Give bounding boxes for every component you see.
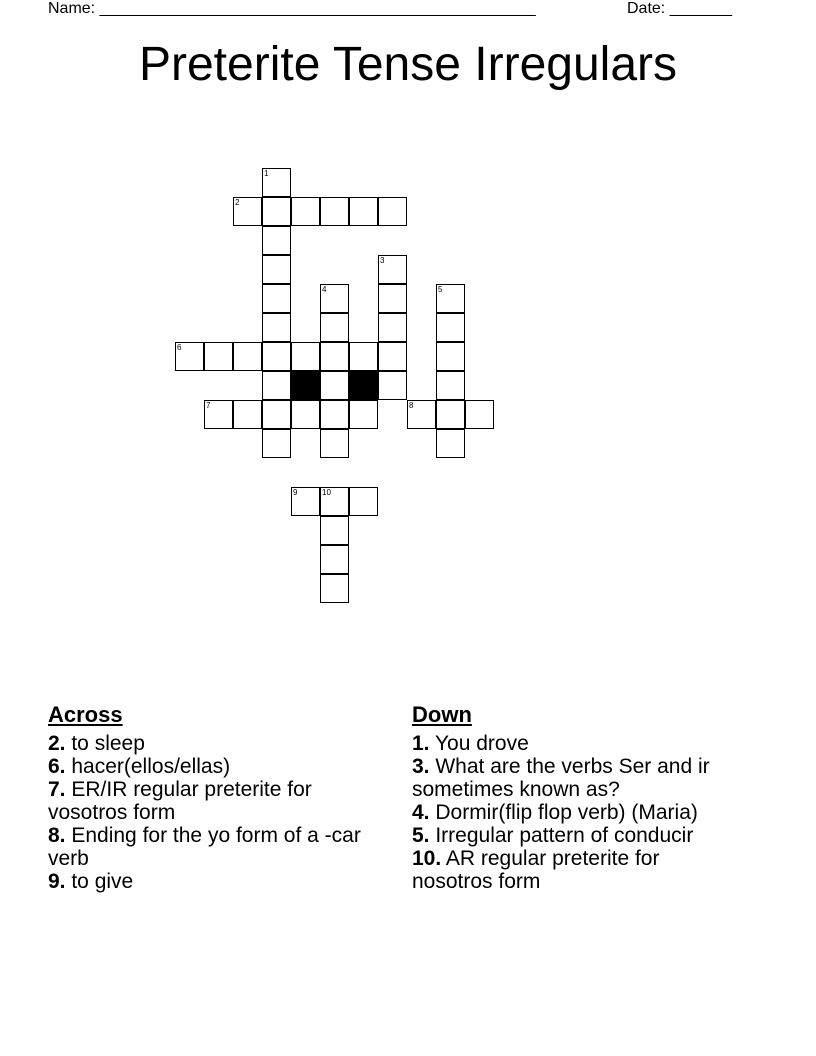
grid-cell[interactable] [262, 313, 291, 342]
grid-cell[interactable] [320, 429, 349, 458]
clue-number: 9. [48, 870, 66, 893]
grid-cell[interactable] [262, 342, 291, 371]
clue-text: to sleep [65, 732, 145, 755]
clue-number-label: 1 [264, 169, 269, 178]
clue-text: ER/IR regular preterite for vosotros form [48, 778, 312, 824]
clue-number-label: 10 [322, 488, 331, 497]
grid-cell[interactable] [320, 284, 349, 313]
clue-number: 10. [412, 847, 442, 870]
clue-number-label: 6 [177, 343, 182, 352]
page-title: Preterite Tense Irregulars [138, 38, 678, 91]
clue-down-10 [412, 847, 742, 893]
grid-cell[interactable] [262, 429, 291, 458]
grid-cell[interactable] [349, 197, 378, 226]
grid-cell[interactable] [349, 342, 378, 371]
down-heading: Down [412, 702, 472, 727]
grid-cell[interactable] [320, 487, 349, 516]
clue-number-label: 5 [438, 285, 443, 294]
clue-number: 7. [48, 778, 66, 801]
grid-cell[interactable] [291, 342, 320, 371]
clue-number-label: 4 [322, 285, 327, 294]
clue-number: 1. [412, 732, 430, 755]
grid-cell[interactable] [378, 284, 407, 313]
grid-cell[interactable] [262, 284, 291, 313]
grid-cell[interactable] [204, 342, 233, 371]
grid-cell[interactable] [233, 197, 262, 226]
clue-text: What are the verbs Ser and ir sometimes known as? [412, 755, 710, 801]
black-cell [291, 371, 320, 400]
grid-cell[interactable] [407, 400, 436, 429]
clue-text: Irregular pattern of conducir [429, 824, 694, 847]
clue-text: hacer(ellos/ellas) [65, 755, 231, 778]
grid-cell[interactable] [320, 516, 349, 545]
clue-across-9 [48, 870, 378, 893]
grid-cell[interactable] [291, 197, 320, 226]
clue-across-2 [48, 732, 378, 755]
grid-cell[interactable] [320, 197, 349, 226]
clue-number-label: 7 [206, 401, 211, 410]
clue-number-label: 2 [235, 198, 240, 207]
grid-cell[interactable] [378, 313, 407, 342]
grid-cell[interactable] [436, 400, 465, 429]
date-field[interactable]: Date: _______ [627, 0, 732, 17]
grid-cell[interactable] [320, 313, 349, 342]
grid-cell[interactable] [320, 400, 349, 429]
clue-number: 8. [48, 824, 66, 847]
black-cell [349, 371, 378, 400]
grid-cell[interactable] [378, 342, 407, 371]
grid-cell[interactable] [320, 342, 349, 371]
grid-cell[interactable] [175, 342, 204, 371]
grid-cell[interactable] [291, 400, 320, 429]
grid-cell[interactable] [436, 429, 465, 458]
grid-cell[interactable] [291, 487, 320, 516]
grid-cell[interactable] [378, 371, 407, 400]
grid-cell[interactable] [204, 400, 233, 429]
grid-cell[interactable] [349, 400, 378, 429]
grid-cell[interactable] [436, 371, 465, 400]
grid-cell[interactable] [262, 226, 291, 255]
clue-number: 3. [412, 755, 430, 778]
clue-down-5 [412, 824, 742, 847]
clue-number: 2. [48, 732, 66, 755]
clue-down-3 [412, 755, 742, 801]
grid-cell[interactable] [320, 574, 349, 603]
grid-cell[interactable] [233, 342, 262, 371]
clue-down-1 [412, 732, 742, 755]
clue-number: 6. [48, 755, 66, 778]
grid-cell[interactable] [233, 400, 262, 429]
grid-cell[interactable] [262, 371, 291, 400]
grid-cell[interactable] [436, 313, 465, 342]
clue-text: to give [65, 870, 134, 893]
clue-across-7 [48, 778, 378, 824]
grid-cell[interactable] [436, 342, 465, 371]
across-clues [48, 702, 378, 893]
clue-number: 4. [412, 801, 430, 824]
grid-cell[interactable] [320, 545, 349, 574]
clue-number: 5. [412, 824, 430, 847]
grid-cell[interactable] [465, 400, 494, 429]
clue-text: AR regular preterite for nosotros form [412, 847, 660, 893]
grid-cell[interactable] [262, 168, 291, 197]
clue-number-label: 8 [409, 401, 414, 410]
name-field[interactable]: Name: _________________________________________________ [48, 0, 536, 17]
clue-text: Dormir(flip flop verb) (Maria) [429, 801, 698, 824]
grid-cell[interactable] [262, 197, 291, 226]
down-clues [412, 702, 742, 893]
grid-cell[interactable] [436, 284, 465, 313]
clue-text: Ending for the yo form of a -car verb [48, 824, 361, 870]
clue-down-4 [412, 801, 742, 824]
grid-cell[interactable] [378, 197, 407, 226]
grid-cell[interactable] [349, 487, 378, 516]
clue-number-label: 9 [293, 488, 298, 497]
across-heading: Across [48, 702, 123, 727]
clue-number-label: 3 [380, 256, 385, 265]
clue-across-8 [48, 824, 378, 870]
clue-across-6 [48, 755, 378, 778]
grid-cell[interactable] [262, 255, 291, 284]
grid-cell[interactable] [262, 400, 291, 429]
clue-text: You drove [429, 732, 529, 755]
grid-cell[interactable] [320, 371, 349, 400]
grid-cell[interactable] [378, 255, 407, 284]
